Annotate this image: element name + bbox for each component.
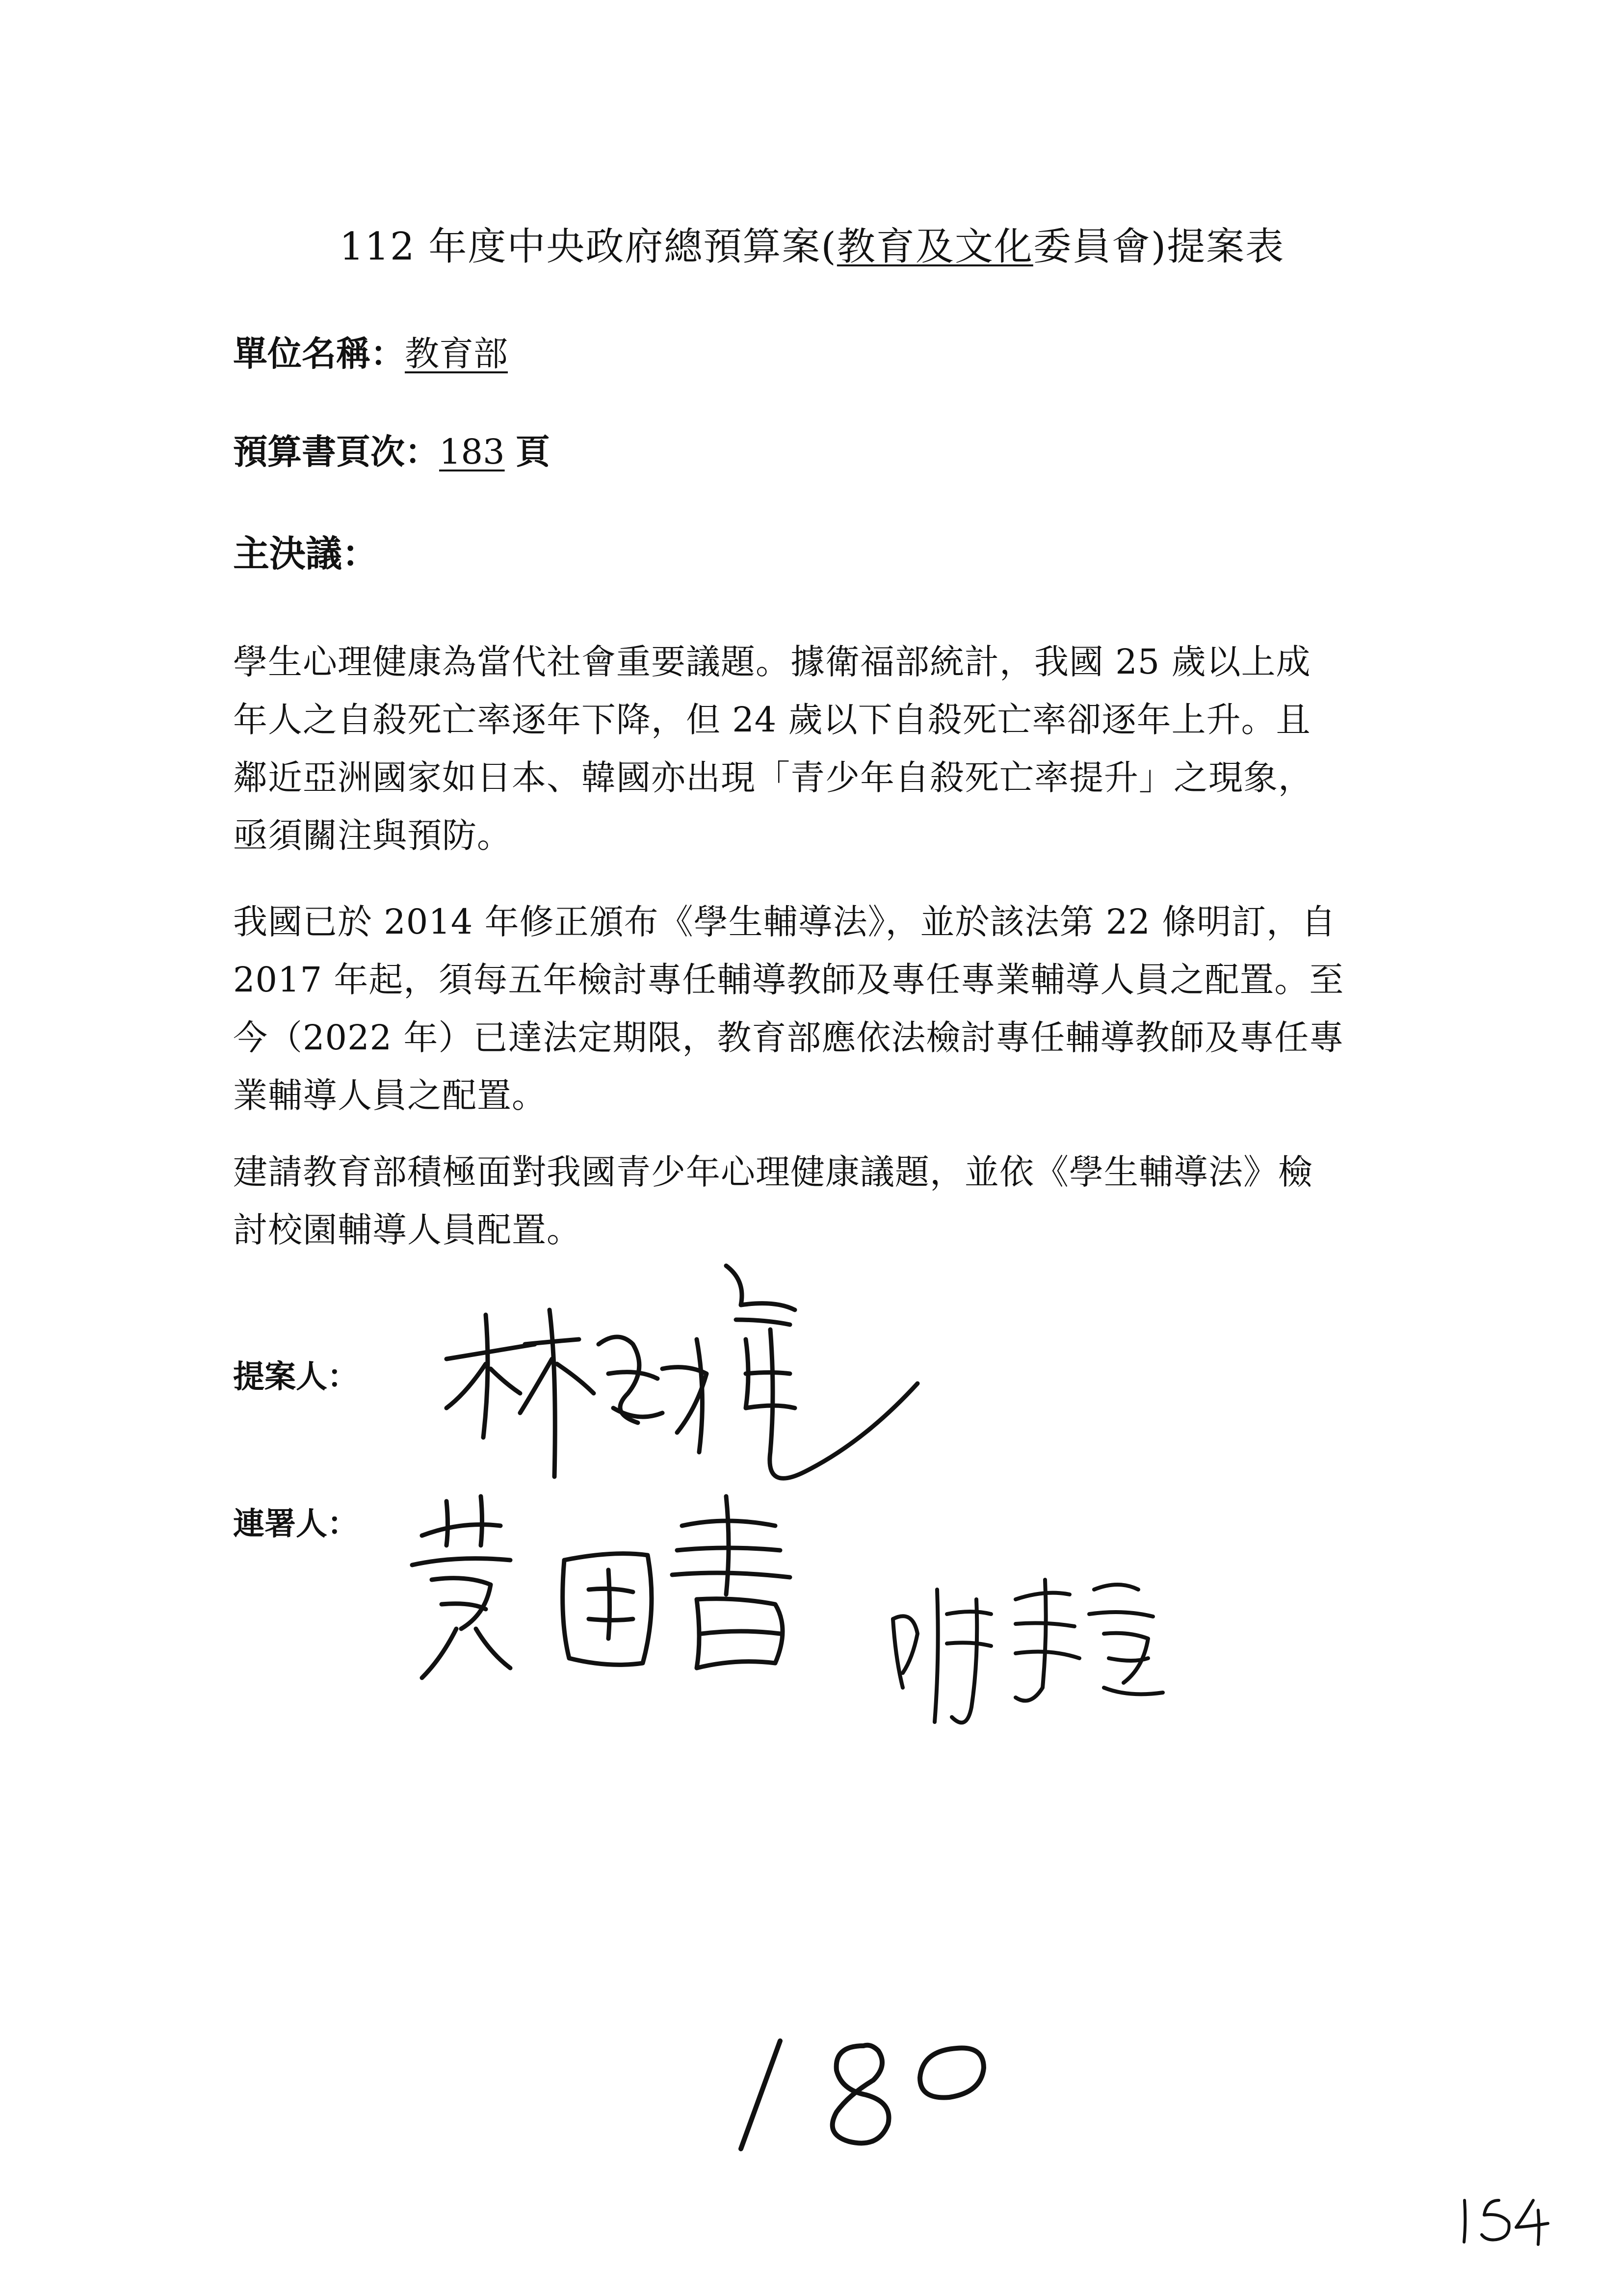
handwritten-page-number (726, 2031, 1001, 2161)
unit-name-value: 教育部 (405, 334, 508, 374)
cosigner-signature-1 (402, 1482, 844, 1707)
title-prefix: 112 年度中央政府總預算案( (339, 225, 837, 269)
paragraph-3-line: 討校園輔導人員配置。 (233, 1210, 581, 1250)
cosigner-label: 連署人： (233, 1506, 359, 1542)
paragraph-2-line: 2017 年起，須每五年檢討專任輔導教師及專任專業輔導人員之配置。至 (233, 960, 1344, 1000)
paragraph-3-line: 建請教育部積極面對我國青少年心理健康議題，並依《學生輔導法》檢 (233, 1152, 1313, 1192)
paragraph-1-line: 學生心理健康為當代社會重要議題。據衛福部統計，我國 25 歲以上成 (233, 642, 1311, 682)
unit-name-field (233, 326, 508, 376)
paragraph-1 (233, 633, 1430, 864)
budget-page-unit: 頁 (515, 432, 550, 472)
handwritten-corner-number (1457, 2193, 1555, 2249)
title-committee: 教育及文化 (837, 225, 1033, 269)
paragraph-1-line: 年人之自殺死亡率逐年下降，但 24 歲以下自殺死亡率卻逐年上升。且 (233, 700, 1311, 740)
main-resolution-heading: 主決議： (233, 533, 378, 575)
budget-page-label: 預算書頁次： (233, 432, 439, 472)
paragraph-2-line: 我國已於 2014 年修正頒布《學生輔導法》，並於該法第 22 條明訂，自 (233, 902, 1336, 942)
budget-page-field (233, 424, 550, 474)
paragraph-1-line: 亟須關注與預防。 (233, 815, 512, 856)
paragraph-2-line: 業輔導人員之配置。 (233, 1075, 547, 1116)
unit-name-label: 單位名稱： (233, 334, 405, 374)
document-title (0, 216, 1624, 271)
title-suffix: 委員會)提案表 (1033, 225, 1285, 269)
budget-page-value: 183 (439, 432, 505, 472)
cosigner-signature-2 (873, 1560, 1178, 1747)
paragraph-2-line: 今（2022 年）已達法定期限，教育部應依法檢討專任輔導教師及專任專 (233, 1018, 1344, 1058)
paragraph-3 (233, 1143, 1430, 1259)
paragraph-2 (233, 893, 1430, 1124)
proposer-signature (432, 1246, 932, 1501)
proposer-label: 提案人： (233, 1359, 359, 1395)
paragraph-1-line: 鄰近亞洲國家如日本、韓國亦出現「青少年自殺死亡率提升」之現象， (233, 757, 1313, 798)
